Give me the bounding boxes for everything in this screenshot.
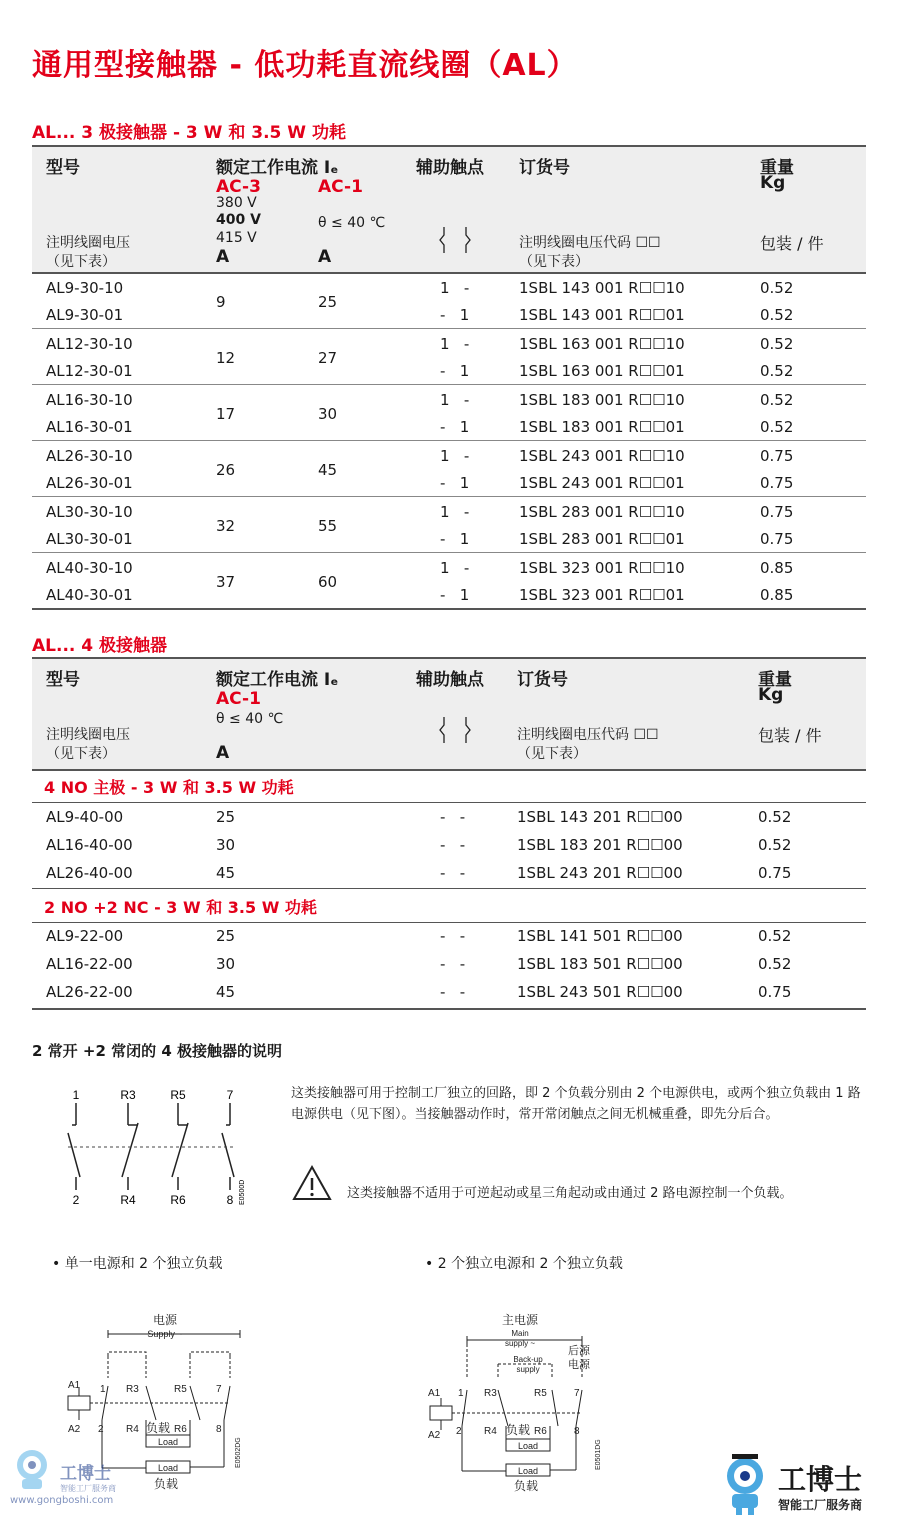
order-number: 1SBL 183 001 R☐☐01 (519, 418, 685, 436)
ac1-value: 25 (216, 927, 236, 945)
schem-t2: R3 (120, 1088, 136, 1102)
hdr2-current: 额定工作电流 Iₑ (216, 670, 339, 690)
hdr-type: 型号 (46, 158, 80, 178)
schem-b3: R6 (170, 1193, 186, 1207)
hdr2-ac1: AC-1 (216, 689, 261, 709)
d2-main-en2: supply ~ (504, 1339, 536, 1348)
d1-t3: R3 (126, 1384, 139, 1395)
d2-a2: A2 (428, 1430, 441, 1441)
ac1-value: 30 (318, 405, 338, 423)
hdr2-coil-code: 注明线圈电压代码 ☐☐ (517, 727, 659, 743)
aux-contacts: - 1 (440, 362, 470, 380)
d1-a1: A1 (68, 1380, 81, 1391)
weight-value: 0.52 (760, 335, 794, 353)
type-code: AL40-30-10 (46, 559, 133, 577)
hdr2-aux: 辅助触点 (416, 670, 484, 690)
type-code: AL9-30-10 (46, 279, 124, 297)
weight-value: 0.75 (760, 447, 794, 465)
d1-t1: 1 (100, 1384, 106, 1395)
bullet-single-supply: • 单一电源和 2 个独立负载 (52, 1256, 223, 1272)
d1-t7: 7 (216, 1384, 222, 1395)
hdr2-see: （见下表） (46, 746, 116, 762)
hdr-ac1: AC-1 (318, 177, 363, 197)
order-number: 1SBL 163 001 R☐☐10 (519, 335, 685, 353)
d1-load2: Load (157, 1463, 179, 1473)
hdr-ac3: AC-3 (216, 177, 261, 197)
sub2-title: 2 NO +2 NC - 3 W 和 3.5 W 功耗 (44, 898, 317, 917)
type-code: AL16-22-00 (46, 955, 133, 973)
hdr2-type: 型号 (46, 670, 80, 690)
weight-value: 0.75 (760, 530, 794, 548)
hdr-see2: （见下表） (519, 254, 589, 270)
hdr2-see2: （见下表） (517, 746, 587, 762)
type-code: AL16-30-01 (46, 418, 133, 436)
hdr2-coil: 注明线圈电压 (46, 727, 130, 743)
hdr-coil: 注明线圈电压 (46, 235, 130, 251)
aux-contacts: 1 - (440, 391, 470, 409)
hdr-415v: 415 V (216, 230, 257, 246)
weight-value: 0.52 (760, 279, 794, 297)
d2-backup-en2: supply (516, 1365, 540, 1374)
hdr-unit-a2: A (318, 247, 332, 267)
hdr-pack: 包装 / 件 (760, 234, 824, 253)
ac3-value: 12 (216, 349, 236, 367)
type-code: AL9-40-00 (46, 808, 124, 826)
order-number: 1SBL 183 001 R☐☐10 (519, 391, 685, 409)
hdr-theta: θ ≤ 40 ℃ (318, 215, 386, 231)
watermark-url: www.gongboshi.com (10, 1495, 114, 1506)
hdr2-pack: 包装 / 件 (758, 726, 822, 745)
d1-load-cn2: 负载 (153, 1477, 179, 1491)
hdr-current: 额定工作电流 Iₑ (216, 158, 339, 178)
order-number: 1SBL 243 001 R☐☐10 (519, 447, 685, 465)
sub2-band (32, 888, 866, 923)
d1-supply-cn: 电源 (152, 1313, 178, 1327)
hdr-coil-code: 注明线圈电压代码 ☐☐ (519, 235, 661, 251)
aux-contacts: - - (440, 864, 466, 882)
hdr-kg: Kg (760, 173, 786, 193)
aux-contacts: - 1 (440, 306, 470, 324)
robot-mascot-icon (10, 1445, 56, 1493)
ac3-value: 37 (216, 573, 236, 591)
type-code: AL12-30-10 (46, 335, 133, 353)
ac1-value: 25 (216, 808, 236, 826)
schem-b2: R4 (120, 1193, 136, 1207)
order-number: 1SBL 243 201 R☐☐00 (517, 864, 683, 882)
weight-value: 0.52 (760, 362, 794, 380)
d2-backup-en1: Back-up (513, 1355, 543, 1364)
d2-backup-cn1: 后源 (568, 1345, 590, 1357)
d2-t7: 7 (574, 1388, 580, 1399)
type-code: AL16-30-10 (46, 391, 133, 409)
weight-value: 0.52 (758, 955, 792, 973)
aux-contacts: - 1 (440, 586, 470, 604)
weight-value: 0.52 (758, 927, 792, 945)
bullet-dual-supply: • 2 个独立电源和 2 个独立负载 (425, 1256, 623, 1272)
section2-title: AL... 4 极接触器 (32, 636, 168, 656)
d2-t6: R6 (534, 1426, 547, 1437)
weight-value: 0.75 (758, 983, 792, 1001)
logo-brand: 工博士 (778, 1463, 863, 1496)
schem-t4: 7 (226, 1088, 234, 1102)
order-number: 1SBL 283 001 R☐☐01 (519, 530, 685, 548)
explain-title: 2 常开 +2 常闭的 4 极接触器的说明 (32, 1042, 282, 1060)
hdr2-kg: Kg (758, 685, 784, 705)
aux-contact-icon (436, 225, 476, 255)
aux-contacts: - - (440, 955, 466, 973)
d1-t8: 8 (216, 1424, 222, 1435)
table-row-group (32, 441, 866, 497)
d2-load2: Load (517, 1466, 539, 1476)
table-row-group (32, 553, 866, 610)
page-title: 通用型接触器 - 低功耗直流线圈（AL） (32, 48, 578, 83)
table-row-group (32, 385, 866, 441)
d1-load1: Load (157, 1437, 179, 1447)
ac1-value: 45 (318, 461, 338, 479)
hdr2-order: 订货号 (517, 670, 568, 690)
contact-schematic (48, 1085, 258, 1210)
weight-value: 0.75 (760, 503, 794, 521)
hdr-weight: 重量 (760, 158, 794, 178)
order-number: 1SBL 243 501 R☐☐00 (517, 983, 683, 1001)
d2-main-cn: 主电源 (501, 1313, 539, 1327)
watermark-tag: 智能工厂服务商 (60, 1484, 116, 1493)
aux-contacts: 1 - (440, 335, 470, 353)
type-code: AL30-30-10 (46, 503, 133, 521)
type-code: AL9-30-01 (46, 306, 124, 324)
watermark (10, 1445, 160, 1515)
d1-a2: A2 (68, 1424, 81, 1435)
weight-value: 0.85 (760, 559, 794, 577)
hdr-380v: 380 V (216, 195, 257, 211)
weight-value: 0.52 (758, 808, 792, 826)
ac3-value: 9 (216, 293, 226, 311)
hdr-see: （见下表） (46, 254, 116, 270)
ac1-value: 30 (216, 836, 236, 854)
type-code: AL26-22-00 (46, 983, 133, 1001)
d2-backup-cn2: 电源 (568, 1359, 590, 1371)
d2-t4: R4 (484, 1426, 497, 1437)
d1-t2: 2 (98, 1424, 104, 1435)
type-code: AL26-30-10 (46, 447, 133, 465)
table-row-group (32, 329, 866, 385)
hdr-400v: 400 V (216, 212, 261, 228)
schem-t1: 1 (72, 1088, 80, 1102)
weight-value: 0.75 (760, 474, 794, 492)
type-code: AL9-22-00 (46, 927, 124, 945)
weight-value: 0.85 (760, 586, 794, 604)
aux-contacts: - 1 (440, 474, 470, 492)
ac1-value: 60 (318, 573, 338, 591)
type-code: AL26-40-00 (46, 864, 133, 882)
ac3-value: 26 (216, 461, 236, 479)
sub1-rows (32, 803, 866, 889)
d2-main-en1: Main (511, 1329, 529, 1338)
ac1-value: 55 (318, 517, 338, 535)
sub1-band (32, 769, 866, 803)
d2-t1: 1 (458, 1388, 464, 1399)
hdr-aux: 辅助触点 (416, 158, 484, 178)
weight-value: 0.52 (760, 306, 794, 324)
type-code: AL30-30-01 (46, 530, 133, 548)
type-code: AL16-40-00 (46, 836, 133, 854)
weight-value: 0.52 (760, 391, 794, 409)
type-code: AL26-30-01 (46, 474, 133, 492)
order-number: 1SBL 143 001 R☐☐10 (519, 279, 685, 297)
hdr2-unit-a: A (216, 743, 230, 763)
hdr2-theta: θ ≤ 40 ℃ (216, 711, 284, 727)
section1-title: AL... 3 极接触器 - 3 W 和 3.5 W 功耗 (32, 123, 346, 143)
ac3-value: 17 (216, 405, 236, 423)
watermark-brand: 工博士 (60, 1464, 111, 1484)
hdr2-weight: 重量 (758, 670, 792, 690)
d2-t3: R3 (484, 1388, 497, 1399)
weight-value: 0.52 (758, 836, 792, 854)
order-number: 1SBL 143 001 R☐☐01 (519, 306, 685, 324)
ac1-value: 45 (216, 864, 236, 882)
d1-supply-en: Supply ~ (147, 1329, 183, 1339)
explain-paragraph: 这类接触器可用于控制工厂独立的回路，即 2 个负载分别由 2 个电源供电，或两个独立负载由 1 路电源供电（见下图）。当接触器动作时，常开常闭触点之间无机械重叠，即先分后合。 (291, 1086, 861, 1122)
d2-t2: 2 (456, 1426, 462, 1437)
order-number: 1SBL 283 001 R☐☐10 (519, 503, 685, 521)
hdr-unit-a1: A (216, 247, 230, 267)
type-code: AL40-30-01 (46, 586, 133, 604)
type-code: AL12-30-01 (46, 362, 133, 380)
aux-contacts: - - (440, 808, 466, 826)
ac1-value: 45 (216, 983, 236, 1001)
order-number: 1SBL 183 201 R☐☐00 (517, 836, 683, 854)
section2-header (32, 657, 866, 771)
sub2-rows (32, 922, 866, 1010)
order-number: 1SBL 141 501 R☐☐00 (517, 927, 683, 945)
aux-contacts: 1 - (440, 503, 470, 521)
schem-t3: R5 (170, 1088, 186, 1102)
order-number: 1SBL 323 001 R☐☐01 (519, 586, 685, 604)
d2-a1: A1 (428, 1388, 441, 1399)
aux-contacts: 1 - (440, 279, 470, 297)
ac3-value: 32 (216, 517, 236, 535)
ac1-value: 30 (216, 955, 236, 973)
aux-contacts: - - (440, 927, 466, 945)
sub1-title: 4 NO 主极 - 3 W 和 3.5 W 功耗 (44, 778, 294, 797)
order-number: 1SBL 323 001 R☐☐10 (519, 559, 685, 577)
weight-value: 0.52 (760, 418, 794, 436)
aux-contacts: - 1 (440, 418, 470, 436)
d1-load-cn: 负载 (146, 1421, 171, 1435)
schem-code: E0500D (239, 1179, 246, 1205)
brand-logo (718, 1452, 888, 1518)
schem-b1: 2 (72, 1193, 80, 1207)
warning-text: 这类接触器不适用于可逆起动或星三角起动或由通过 2 路电源控制一个负载。 (347, 1186, 793, 1201)
schem-b4: 8 (226, 1193, 234, 1207)
aux-contacts: - - (440, 836, 466, 854)
d2-t8: 8 (574, 1426, 580, 1437)
robot-mascot-icon (718, 1452, 774, 1516)
order-number: 1SBL 143 201 R☐☐00 (517, 808, 683, 826)
aux-contact-icon (436, 715, 476, 745)
section1-header (32, 145, 866, 274)
order-number: 1SBL 183 501 R☐☐00 (517, 955, 683, 973)
order-number: 1SBL 243 001 R☐☐01 (519, 474, 685, 492)
d2-load-cn: 负载 (506, 1423, 531, 1437)
d1-t4: R4 (126, 1424, 139, 1435)
d2-t5: R5 (534, 1388, 547, 1399)
aux-contacts: 1 - (440, 447, 470, 465)
d2-code: E0501DG (595, 1439, 602, 1470)
ac1-value: 27 (318, 349, 338, 367)
aux-contacts: - - (440, 983, 466, 1001)
table-row-group (32, 273, 866, 329)
wiring-diagram-dual-supply (422, 1308, 612, 1493)
logo-tag: 智能工厂服务商 (778, 1498, 863, 1512)
table-row-group (32, 497, 866, 553)
aux-contacts: - 1 (440, 530, 470, 548)
order-number: 1SBL 163 001 R☐☐01 (519, 362, 685, 380)
warning-icon (291, 1164, 333, 1202)
d1-code: E0502DG (235, 1437, 242, 1468)
ac1-value: 25 (318, 293, 338, 311)
d1-t5: R5 (174, 1384, 187, 1395)
hdr-order: 订货号 (519, 158, 570, 178)
aux-contacts: 1 - (440, 559, 470, 577)
d1-t6: R6 (174, 1424, 187, 1435)
weight-value: 0.75 (758, 864, 792, 882)
d2-load-cn2: 负载 (513, 1479, 539, 1493)
d2-load1: Load (517, 1441, 539, 1451)
